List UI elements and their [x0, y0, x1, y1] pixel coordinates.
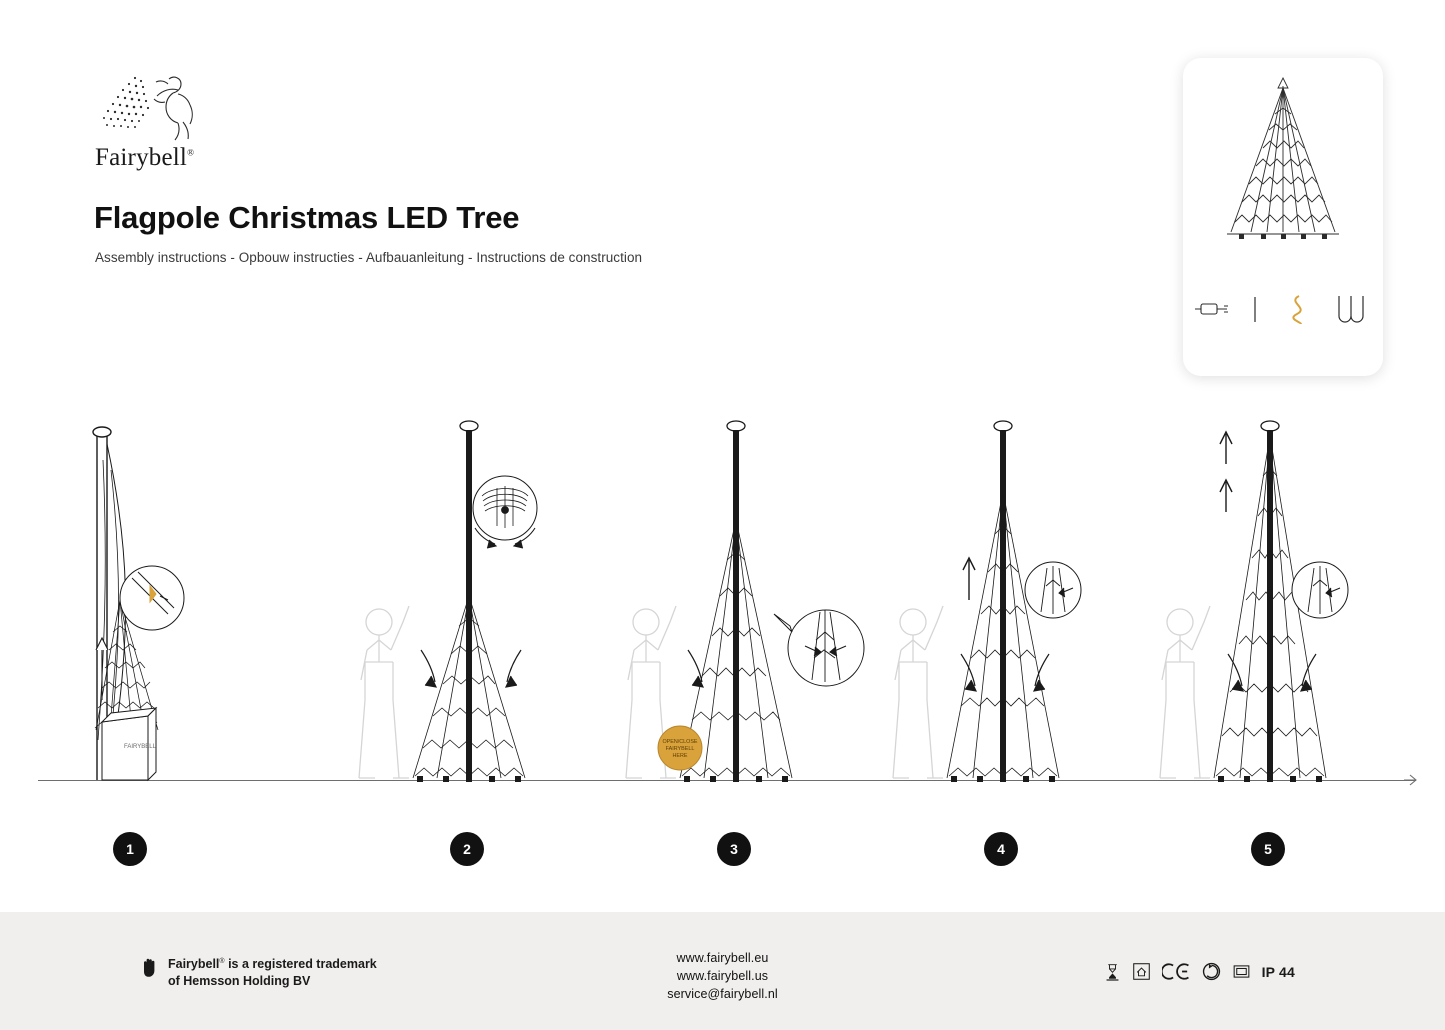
detail-circle-icon: [473, 476, 537, 548]
svg-text:FAIRYBELL: FAIRYBELL: [665, 746, 695, 752]
step-number-badge: 1: [113, 832, 147, 866]
svg-text:FAIRYBELL: FAIRYBELL: [124, 744, 156, 750]
ghost-person-icon: [893, 606, 943, 778]
product-preview-card: [1183, 58, 1383, 376]
step-3-figure: [584, 400, 884, 790]
step-number-badge: 5: [1251, 832, 1285, 866]
brand-name: Fairybell®: [95, 144, 195, 171]
step-number-badge: 4: [984, 832, 1018, 866]
step-4: [851, 400, 1151, 900]
page-title: Flagpole Christmas LED Tree: [94, 200, 520, 235]
detail-circle-icon: [120, 566, 184, 630]
step-3: [584, 400, 884, 900]
footer-link-eu[interactable]: www.fairybell.eu: [676, 951, 769, 965]
trademark-rest: is a registered trademark: [224, 957, 377, 971]
open-close-disc-icon: [658, 726, 702, 770]
assembly-steps: [0, 400, 1445, 900]
parts-row: [1183, 286, 1383, 336]
step-1: [0, 400, 280, 900]
class-2-insulation-icon: [1232, 962, 1251, 981]
power-plug-icon: [1195, 304, 1228, 314]
fairy-sparkle-icon: [95, 72, 205, 146]
footer-email[interactable]: service@fairybell.nl: [667, 986, 778, 1001]
cable-s-curve-icon: [1293, 296, 1301, 324]
ip-rating-label: IP 44: [1261, 963, 1295, 980]
brand-logo: [95, 72, 275, 172]
step-5-figure: [1118, 400, 1418, 790]
ce-mark-icon: [1162, 962, 1191, 981]
step-5: [1118, 400, 1418, 900]
cable-loop-icon: [1339, 296, 1363, 322]
step-2: [317, 400, 617, 900]
step-number-badge: 3: [717, 832, 751, 866]
footer: [0, 912, 1445, 1030]
compliance-icons: [1104, 962, 1295, 981]
footer-link-us[interactable]: www.fairybell.us: [676, 968, 769, 983]
ghost-person-icon: [359, 606, 409, 778]
recycle-icon: [1202, 962, 1221, 981]
step-1-figure: [0, 400, 280, 790]
hoist-up-arrow-icon: [963, 558, 975, 600]
svg-text:OPEN/CLOSE: OPEN/CLOSE: [662, 739, 698, 745]
step-4-figure: [851, 400, 1151, 790]
detail-circle-icon: [1292, 562, 1348, 618]
svg-text:HERE: HERE: [672, 753, 688, 759]
ghost-person-icon: [1160, 606, 1210, 778]
trademark-symbol: ®: [219, 957, 225, 965]
step-2-figure: [317, 400, 617, 790]
no-dispose-waste-icon: [1104, 962, 1121, 981]
hoist-up-arrows-icon: [1220, 432, 1232, 512]
led-tree-on-flagpole-icon: [1183, 64, 1383, 279]
trademark-company: of Hemsson Holding BV: [168, 973, 311, 988]
trademark-brand: Fairybell: [168, 957, 220, 971]
step-number-badge: 2: [450, 832, 484, 866]
detail-circle-icon: [1025, 562, 1081, 618]
rotation-arrow-icon: [688, 650, 703, 687]
page-subtitle: Assembly instructions - Opbouw instructies - Aufbauanleitung - Instructions de construction: [95, 250, 643, 265]
indoor-outdoor-house-icon: [1132, 962, 1151, 981]
